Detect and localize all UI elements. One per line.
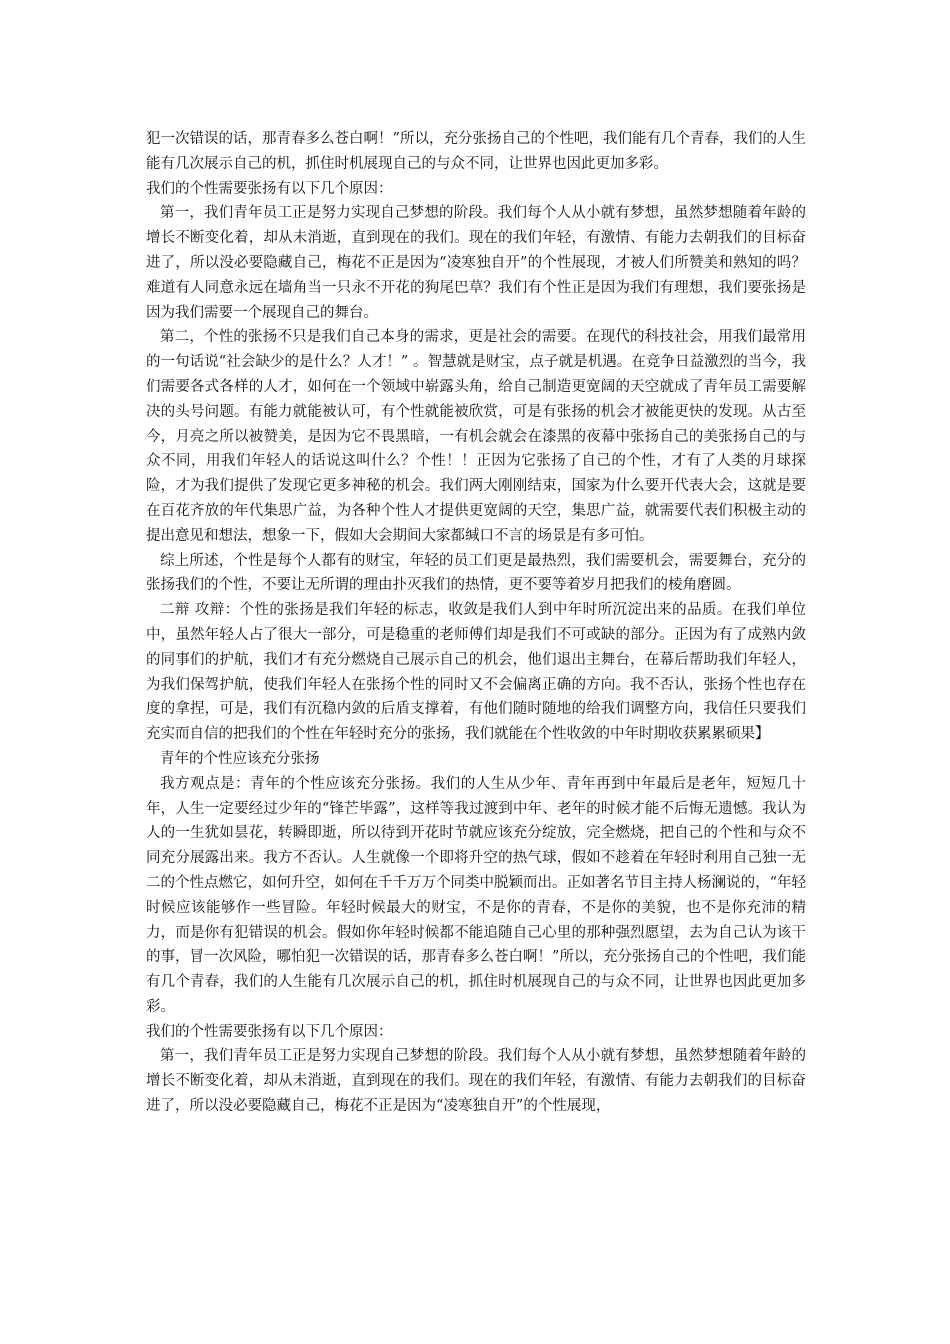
paragraph-first-reason: 第一，我们青年员工正是努力实现自己梦想的阶段。我们每个人从小就有梦想，虽然梦想随着年龄的增长不断变化着，却从未消逝，直到现在的我们。现在的我们年轻，有激情、有能力去朝我们的目标奋进了，所以没必要隐藏自己，梅花不正是因为“凌寒独自开”的个性展现，才被人们所赞美和熟知的吗？难道有人同意永远在墙角当一只永不开花的狗尾巴草？我们有个性正是因为我们有理想，我们要张扬是因为我们需要一个展现自己的舞台。	[146, 205, 806, 321]
document-page	[146, 127, 806, 1119]
paragraph-first-reason-repeat: 第一，我们青年员工正是努力实现自己梦想的阶段。我们每个人从小就有梦想，虽然梦想随着年龄的增长不断变化着，却从未消逝，直到现在的我们。现在的我们年轻，有激情、有能力去朝我们的目标奋进了，所以没必要隐藏自己，梅花不正是因为“凌寒独自开”的个性展现，	[146, 1048, 806, 1115]
paragraph-summary: 综上所述，个性是每个人都有的财宝，年轻的员工们更是最热烈，我们需要机会，需要舞台，充分的张扬我们的个性，不要让无所谓的理由扑灭我们的热情，更不要等着岁月把我们的棱角磨圆。	[146, 552, 806, 594]
paragraph-continuation: 犯一次错误的话，那青春多么苍白啊！”所以，充分张扬自己的个性吧，我们能有几个青春，我们的人生能有几次展示自己的机，抓住时机展现自己的与众不同，让世界也因此更加多彩。	[146, 131, 806, 172]
paragraph-second-debater: 二辩 攻辩：个性的张扬是我们年轻的标志，收敛是我们人到中年时所沉淀出来的品质。在我们单位中，虽然年轻人占了很大一部分，可是稳重的老师傅们却是我们不可或缺的部分。正因为有了成熟内敛的同事们的护航，我们才有充分燃烧自己展示自己的机会，他们退出主舞台，在幕后帮助我们年轻人，为我们保驾护航，使我们年轻人在张扬个性的同时又不会偏离正确的方向。我不否认，张扬个性也存在度的拿捏，可是，我们有沉稳内敛的后盾支撑着，有他们随时随地的给我们调整方向，我信任只要我们充实而自信的把我们的个性在年轻时充分的张扬，我们就能在个性收敛的中年时期收获累累硕果】	[146, 602, 806, 743]
paragraph-second-reason: 第二，个性的张扬不只是我们自己本身的需求，更是社会的需要。在现代的科技社会，用我们最常用的一句话说“社会缺少的是什么？人才！” 。智慧就是财宝，点子就是机遇。在竞争日益激烈的当今，我们需要各式各样的人才，如何在一个领域中崭露头角，给自己制造更宽阔的天空就成了青年员工需要解决的头号问题。有能力就能被认可，有个性就能被欣赏，可是有张扬的机会才被能更快的发现。从古至今，月亮之所以被赞美，是因为它不畏黑暗，一有机会就会在漆黑的夜幕中张扬自己的美张扬自己的与众不同，用我们年轻人的话说这叫什么？个性！！正因为它张扬了自己的个性，才有了人类的月球探险，才为我们提供了发现它更多神秘的机会。我们两大刚刚结束，国家为什么要开代表大会，这就是要在百花齐放的年代集思广益，为各种个性人才提供更宽阔的天空，集思广益，就需要代表们积极主动的提出意见和想法，想象一下，假如大会期间大家都缄口不言的场景是有多可怕。	[146, 329, 806, 544]
paragraph-position: 我方观点是：青年的个性应该充分张扬。我们的人生从少年、青年再到中年最后是老年，短短几十年，人生一定要经过少年的“锋芒毕露”，这样等我过渡到中年、老年的时候才能不后悔无遗憾。我认为人的一生犹如昙花，转瞬即逝，所以待到开花时节就应该充分绽放，完全燃烧，把自己的个性和与众不同充分展露出来。我方不否认。人生就像一个即将升空的热气球，假如不趁着在年轻时利用自己独一无二的个性点燃它，如何升空，如何在千千万万个同类中脱颖而出。正如著名节目主持人杨澜说的，“年轻时候应该能够作一些冒险。年轻时候最大的财宝，不是你的青春，不是你的美貌，也不是你充沛的精力，而是你有犯错误的机会。假如你年轻时候都不能追随自己心里的那种强烈愿望，去为自己认为该干的事，冒一次风险，哪怕犯一次错误的话，那青春多么苍白啊！”所以，充分张扬自己的个性吧，我们能有几个青春，我们的人生能有几次展示自己的机，抓住时机展现自己的与众不同，让世界也因此更加多彩。	[146, 775, 806, 1015]
paragraph-reasons-intro: 我们的个性需要张扬有以下几个原因：	[146, 180, 393, 197]
paragraph-reasons-intro-repeat: 我们的个性需要张扬有以下几个原因：	[146, 1023, 393, 1040]
section-heading: 青年的个性应该充分张扬	[160, 750, 320, 767]
